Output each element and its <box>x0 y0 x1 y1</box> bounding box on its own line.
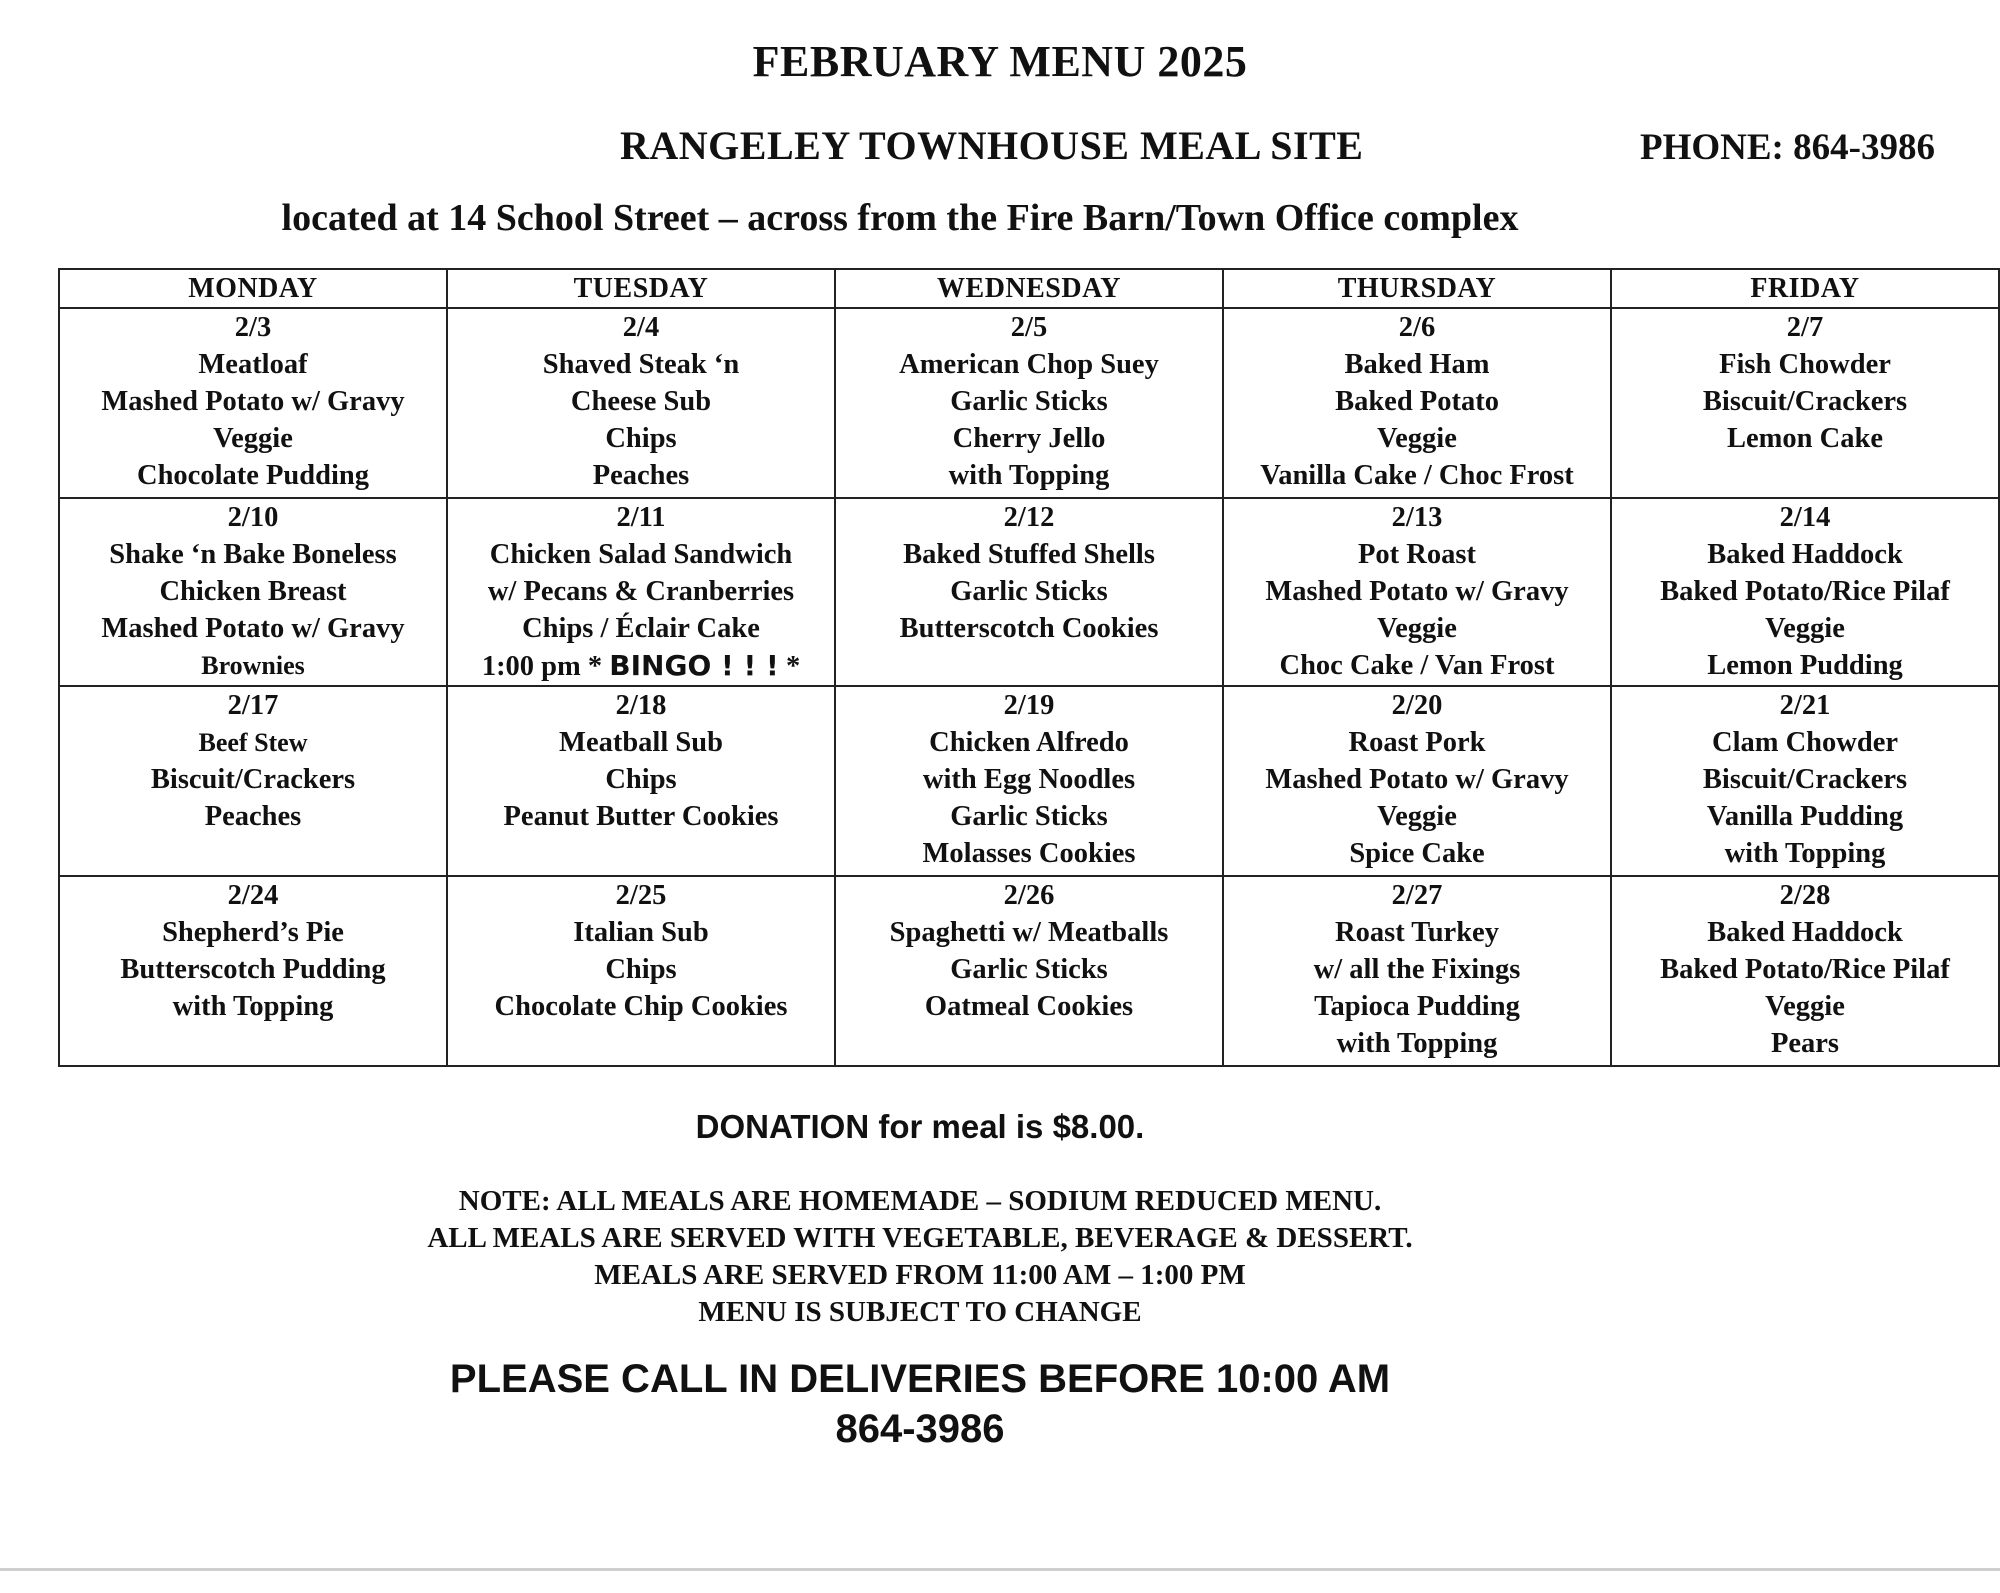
day-cell <box>447 308 835 498</box>
menu-item: Chips <box>605 954 677 985</box>
menu-item: Meatball Sub <box>559 727 723 758</box>
menu-item: Baked Potato/Rice Pilaf <box>1660 576 1950 607</box>
day-date: 2/5 <box>1010 312 1048 343</box>
menu-item: with Topping <box>1724 838 1886 869</box>
menu-item: Mashed Potato w/ Gravy <box>1265 576 1569 607</box>
weekday-header-row <box>59 269 1999 308</box>
menu-item: Molasses Cookies <box>922 838 1136 869</box>
menu-item: Baked Haddock <box>1707 539 1903 570</box>
day-date: 2/24 <box>227 880 279 911</box>
menu-item: Garlic Sticks <box>950 954 1108 985</box>
menu-item: Garlic Sticks <box>950 801 1108 832</box>
note-line: NOTE: ALL MEALS ARE HOMEMADE – SODIUM REDUCED MENU. <box>458 1185 1382 1217</box>
menu-item: Baked Haddock <box>1707 917 1903 948</box>
menu-item: with Topping <box>948 460 1110 491</box>
meal-notes <box>0 1183 2000 1331</box>
meal-site-name: RANGELEY TOWNHOUSE MEAL SITE <box>620 123 1364 168</box>
bingo-event <box>448 647 834 685</box>
menu-item: Meatloaf <box>198 349 308 380</box>
menu-item: Lemon Cake <box>1727 423 1883 454</box>
menu-item: Shake ‘n Bake Boneless <box>109 539 397 570</box>
day-cell <box>59 498 447 686</box>
day-cell <box>447 686 835 876</box>
menu-item: Chocolate Pudding <box>137 460 369 491</box>
day-cell <box>835 498 1223 686</box>
menu-item: Oatmeal Cookies <box>924 991 1134 1022</box>
day-date: 2/3 <box>234 312 272 343</box>
day-date: 2/21 <box>1779 690 1831 721</box>
menu-calendar-table <box>58 268 2000 1067</box>
menu-item: Spaghetti w/ Meatballs <box>889 917 1169 948</box>
menu-item: Veggie <box>1765 613 1845 644</box>
day-cell <box>1611 686 1999 876</box>
menu-item: w/ all the Fixings <box>1313 954 1521 985</box>
menu-item: with Egg Noodles <box>922 764 1136 795</box>
menu-item: Butterscotch Pudding <box>120 954 386 985</box>
menu-item: Mashed Potato w/ Gravy <box>101 386 405 417</box>
day-cell <box>1611 498 1999 686</box>
menu-item: Lemon Pudding <box>1707 650 1903 681</box>
menu-item: Baked Potato/Rice Pilaf <box>1660 954 1950 985</box>
menu-item: Baked Ham <box>1344 349 1490 380</box>
menu-item: Roast Pork <box>1348 727 1486 758</box>
day-date: 2/26 <box>1003 880 1055 911</box>
menu-item: Butterscotch Cookies <box>899 613 1159 644</box>
day-date: 2/6 <box>1398 312 1436 343</box>
day-cell <box>835 686 1223 876</box>
menu-item: Baked Stuffed Shells <box>903 539 1155 570</box>
menu-item: Brownies <box>201 651 305 680</box>
delivery-phone: 864-3986 <box>835 1407 1005 1451</box>
menu-item: Choc Cake / Van Frost <box>1279 650 1555 681</box>
menu-item: with Topping <box>1336 1028 1498 1059</box>
menu-item: Shepherd’s Pie <box>162 917 344 948</box>
menu-item: Vanilla Pudding <box>1706 801 1904 832</box>
menu-item: American Chop Suey <box>899 349 1159 380</box>
day-cell <box>1223 876 1611 1066</box>
menu-item: Biscuit/Crackers <box>1702 764 1908 795</box>
day-date: 2/14 <box>1779 502 1831 533</box>
menu-item: Vanilla Cake / Choc Frost <box>1260 460 1574 491</box>
menu-item: Shaved Steak ‘n <box>542 349 740 380</box>
menu-item: Cheese Sub <box>570 386 712 417</box>
menu-item: Italian Sub <box>573 917 709 948</box>
day-header-wednesday: WEDNESDAY <box>835 269 1223 308</box>
note-line: ALL MEALS ARE SERVED WITH VEGETABLE, BEVERAGE & DESSERT. <box>427 1222 1413 1254</box>
menu-item: Clam Chowder <box>1711 727 1899 758</box>
menu-item: Pears <box>1770 1028 1840 1059</box>
day-date: 2/12 <box>1003 502 1055 533</box>
menu-item: Biscuit/Crackers <box>1702 386 1908 417</box>
day-date: 2/19 <box>1003 690 1055 721</box>
menu-item: Mashed Potato w/ Gravy <box>101 613 405 644</box>
menu-item: Veggie <box>213 423 293 454</box>
site-phone: PHONE: 864-3986 <box>1640 127 1935 168</box>
menu-item: Roast Turkey <box>1335 917 1499 948</box>
delivery-deadline: PLEASE CALL IN DELIVERIES BEFORE 10:00 AM <box>449 1357 1391 1401</box>
bingo-time: 1:00 pm * <box>481 651 610 682</box>
day-date: 2/25 <box>615 880 667 911</box>
menu-item: Chicken Breast <box>159 576 347 607</box>
day-cell <box>1223 308 1611 498</box>
day-cell <box>59 686 447 876</box>
menu-item: Pot Roast <box>1358 539 1476 570</box>
day-header-tuesday: TUESDAY <box>447 269 835 308</box>
day-cell <box>835 308 1223 498</box>
day-date: 2/13 <box>1391 502 1443 533</box>
note-line: MEALS ARE SERVED FROM 11:00 AM – 1:00 PM <box>594 1259 1246 1291</box>
menu-item: Peanut Butter Cookies <box>503 801 779 832</box>
day-cell <box>1611 308 1999 498</box>
day-date: 2/4 <box>622 312 660 343</box>
menu-item: Mashed Potato w/ Gravy <box>1265 764 1569 795</box>
note-line: MENU IS SUBJECT TO CHANGE <box>698 1296 1142 1328</box>
menu-item: Chocolate Chip Cookies <box>494 991 788 1022</box>
page-bottom-rule <box>0 1568 2000 1571</box>
day-date: 2/11 <box>616 502 666 533</box>
site-location: located at 14 School Street – across from the Fire Barn/Town Office complex <box>281 197 1519 239</box>
week-row <box>59 686 1999 876</box>
menu-item: Chicken Salad Sandwich <box>489 539 793 570</box>
donation-note: DONATION for meal is $8.00. <box>695 1108 1145 1145</box>
menu-item: Garlic Sticks <box>950 386 1108 417</box>
day-cell <box>1611 876 1999 1066</box>
menu-item: with Topping <box>172 991 334 1022</box>
bingo-label: BINGO ! ! ! <box>609 649 779 682</box>
day-date: 2/27 <box>1391 880 1443 911</box>
day-date: 2/7 <box>1786 312 1824 343</box>
menu-title: FEBRUARY MENU 2025 <box>752 37 1248 86</box>
menu-item: Biscuit/Crackers <box>150 764 356 795</box>
menu-item: Chicken Alfredo <box>929 727 1129 758</box>
day-cell <box>59 876 447 1066</box>
day-header-friday: FRIDAY <box>1611 269 1999 308</box>
menu-item: Fish Chowder <box>1719 349 1891 380</box>
day-cell <box>835 876 1223 1066</box>
week-row <box>59 308 1999 498</box>
menu-item: Veggie <box>1377 423 1457 454</box>
menu-item: Veggie <box>1377 613 1457 644</box>
menu-item: Baked Potato <box>1335 386 1499 417</box>
menu-item: Veggie <box>1765 991 1845 1022</box>
menu-item: Spice Cake <box>1349 838 1485 869</box>
day-cell <box>59 308 447 498</box>
day-date: 2/28 <box>1779 880 1831 911</box>
menu-item: Chips <box>605 764 677 795</box>
week-row <box>59 498 1999 686</box>
day-header-thursday: THURSDAY <box>1223 269 1611 308</box>
day-date: 2/17 <box>227 690 279 721</box>
day-header-monday: MONDAY <box>59 269 447 308</box>
day-date: 2/18 <box>615 690 667 721</box>
menu-item: Peaches <box>592 460 690 491</box>
menu-item: Cherry Jello <box>952 423 1106 454</box>
delivery-call-notice <box>0 1354 2000 1454</box>
menu-item: Chips / Éclair Cake <box>522 613 760 644</box>
menu-item: Peaches <box>204 801 302 832</box>
day-date: 2/10 <box>227 502 279 533</box>
day-date: 2/20 <box>1391 690 1443 721</box>
menu-item: Veggie <box>1377 801 1457 832</box>
bingo-suffix: * <box>778 651 801 682</box>
day-cell <box>1223 686 1611 876</box>
day-cell <box>447 876 835 1066</box>
day-cell <box>447 498 835 686</box>
menu-item: Chips <box>605 423 677 454</box>
menu-item: Beef Stew <box>198 728 308 757</box>
menu-item: Tapioca Pudding <box>1314 991 1520 1022</box>
week-row <box>59 876 1999 1066</box>
menu-item: w/ Pecans & Cranberries <box>487 576 795 607</box>
menu-item: Garlic Sticks <box>950 576 1108 607</box>
day-cell <box>1223 498 1611 686</box>
